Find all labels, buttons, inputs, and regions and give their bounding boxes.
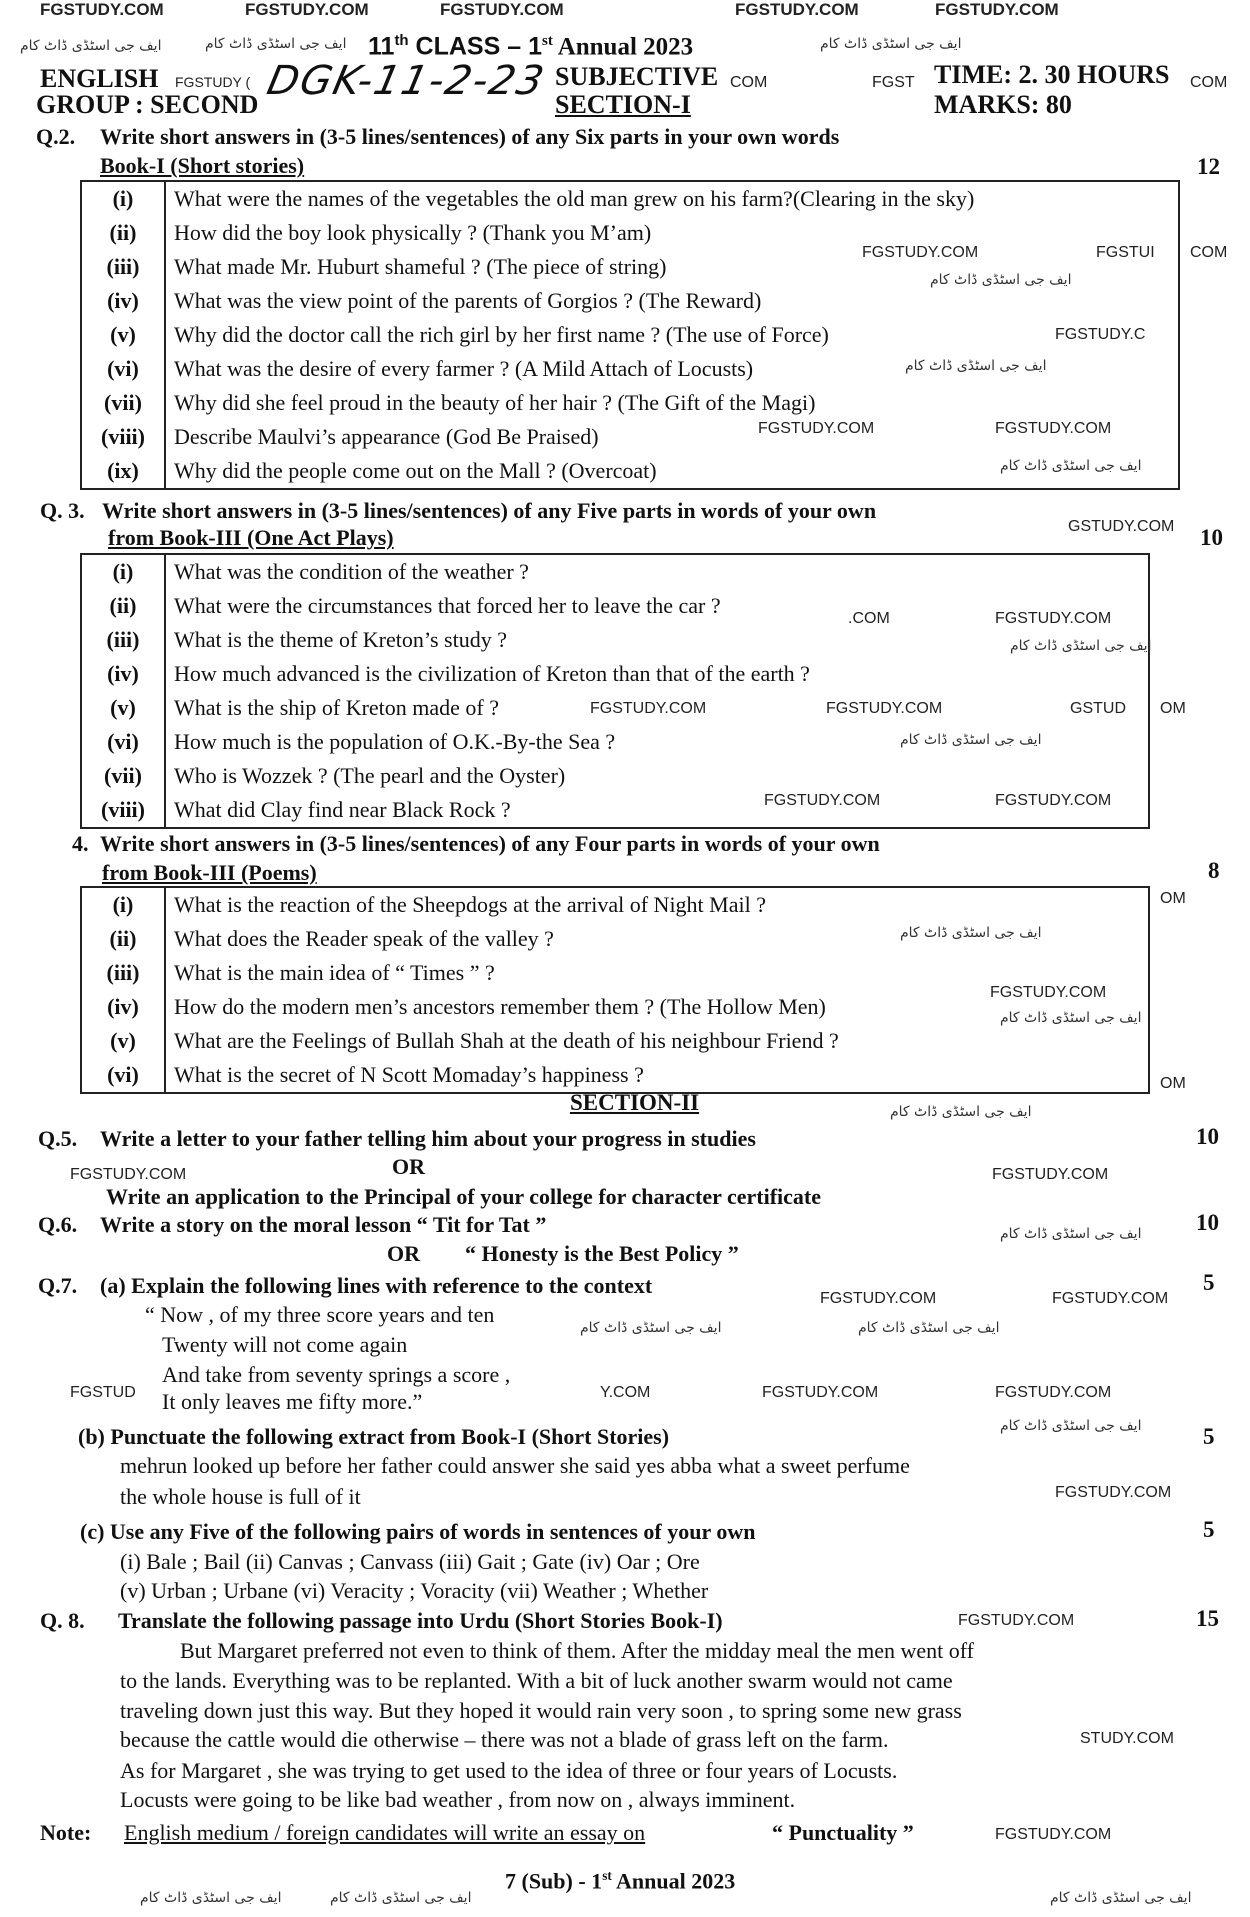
q2-subheading: Book-I (Short stories) <box>100 153 305 178</box>
q6-or: OR <box>387 1241 420 1266</box>
watermark: FGSTUDY.COM <box>995 792 1112 809</box>
item-number: (vii) <box>104 390 142 415</box>
section-ii-heading: SECTION-II <box>570 1090 700 1115</box>
watermark: STUDY.COM <box>1080 1730 1174 1747</box>
item-number: (viii) <box>101 424 145 449</box>
passage-line: Locusts were going to be like bad weather , from now on , always imminent. <box>120 1787 796 1812</box>
table-row <box>81 793 1149 828</box>
urdu-watermark: ایف جی اسٹڈی ڈاٹ کام <box>140 1890 282 1906</box>
footer-code <box>505 1868 735 1894</box>
q2-label: Q.2. <box>36 124 76 149</box>
question-text: What does the Reader speak of the valley ? <box>165 922 1149 956</box>
urdu-watermark: ایف جی اسٹڈی ڈاٹ کام <box>1050 1890 1192 1906</box>
watermark: FGSTUDY.COM <box>995 1384 1112 1401</box>
urdu-watermark: ایف جی اسٹڈی ڈاٹ کام <box>900 925 1042 941</box>
q8-label: Q. 8. <box>40 1608 85 1633</box>
poem-line: And take from seventy springs a score , <box>162 1362 511 1387</box>
question-text: How did the boy look physically ? (Thank you M’am) <box>165 216 1179 250</box>
class-sup: th <box>394 32 409 49</box>
watermark: FGSTUDY.COM <box>935 0 1059 19</box>
watermark: FGSTUDY.COM <box>826 700 943 717</box>
urdu-watermark: ایف جی اسٹڈی ڈاٹ کام <box>1000 1010 1142 1026</box>
item-number: (iii) <box>106 254 140 279</box>
watermark: .COM <box>848 610 890 627</box>
urdu-watermark: ایف جی اسٹڈی ڈاٹ کام <box>580 1320 722 1336</box>
item-number: (i) <box>112 892 134 917</box>
class-number: 11 <box>368 32 395 61</box>
item-number: (v) <box>110 695 136 720</box>
watermark: COM <box>730 74 768 91</box>
watermark: FGSTUDY.COM <box>1055 1484 1172 1501</box>
watermark: FGSTUDY.C <box>1055 326 1146 343</box>
annual-sup: st <box>541 33 553 49</box>
item-number: (iv) <box>107 994 139 1019</box>
watermark: FGSTUDY.COM <box>40 0 164 19</box>
table-row <box>81 657 1149 691</box>
watermark: FGSTUDY.COM <box>1052 1290 1169 1307</box>
watermark: FGSTUDY.COM <box>245 0 369 19</box>
q2-table <box>80 180 1180 490</box>
q5-marks: 10 <box>1196 1124 1219 1149</box>
poem-line: Twenty will not come again <box>162 1332 408 1357</box>
annual-year: Annual 2023 <box>552 33 694 61</box>
table-row <box>81 1024 1149 1058</box>
watermark: FGSTUDY.COM <box>820 1290 937 1307</box>
poem-line: “ Now , of my three score years and ten <box>145 1302 495 1327</box>
urdu-watermark: ایف جی اسٹڈی ڈاٹ کام <box>20 38 162 54</box>
question-text: Why did she feel proud in the beauty of her hair ? (The Gift of the Magi) <box>165 386 1179 420</box>
footer-paper-code: 7 (Sub) - 1 <box>505 1868 603 1894</box>
item-number: (iii) <box>106 627 140 652</box>
note-topic: “ Punctuality ” <box>772 1820 914 1845</box>
table-row <box>81 318 1179 352</box>
question-text: How much is the population of O.K.-By-the Sea ? <box>165 725 1149 759</box>
table-row <box>81 887 1149 922</box>
watermark: OM <box>1160 890 1186 907</box>
class-title <box>368 32 693 61</box>
item-number: (vi) <box>107 729 139 754</box>
q4-label: 4. <box>72 831 89 856</box>
item-number: (ii) <box>109 220 137 245</box>
watermark: FGSTUDY.COM <box>70 1166 187 1183</box>
total-marks: MARKS: 80 <box>934 90 1072 119</box>
question-text: Describe Maulvi’s appearance (God Be Praised) <box>165 420 1179 454</box>
question-text: What was the condition of the weather ? <box>165 554 1149 589</box>
question-text: Why did the doctor call the rich girl by her first name ? (The use of Force) <box>165 318 1179 352</box>
q6-marks: 10 <box>1196 1210 1219 1235</box>
urdu-watermark: ایف جی اسٹڈی ڈاٹ کام <box>900 732 1042 748</box>
q6-text: Write a story on the moral lesson “ Tit for Tat ” <box>100 1212 547 1237</box>
urdu-watermark: ایف جی اسٹڈی ڈاٹ کام <box>820 36 962 52</box>
passage-line: to the lands. Everything was to be replanted. With a bit of luck another swarm would not came <box>120 1668 953 1693</box>
punctuation-line: the whole house is full of it <box>120 1484 361 1509</box>
question-text: Why did the people come out on the Mall ? (Overcoat) <box>165 454 1179 489</box>
q7b-marks: 5 <box>1203 1424 1215 1449</box>
section-i-heading: SECTION-I <box>555 90 691 119</box>
watermark: FGSTUDY.COM <box>992 1166 1109 1183</box>
urdu-watermark: ایف جی اسٹڈی ڈاٹ کام <box>905 358 1047 374</box>
footer-annual: Annual 2023 <box>611 1868 736 1894</box>
watermark: FGSTUDY.COM <box>958 1612 1075 1629</box>
watermark: FGSTUDY.COM <box>764 792 881 809</box>
item-number: (vi) <box>107 1062 139 1087</box>
watermark: GSTUDY.COM <box>1068 518 1175 535</box>
note-label: Note: <box>40 1820 92 1845</box>
watermark: FGSTUDY ( <box>175 74 251 90</box>
table-row <box>81 386 1179 420</box>
q3-label: Q. 3. <box>40 498 85 523</box>
handwritten-code: DGK-11-2-23 <box>263 58 550 104</box>
item-number: (v) <box>110 1028 136 1053</box>
item-number: (iv) <box>107 661 139 686</box>
table-row <box>81 284 1179 318</box>
q2-instruction: Write short answers in (3-5 lines/sentences) of any Six parts in your own words <box>100 124 840 149</box>
watermark: FGSTUI <box>1096 244 1155 261</box>
watermark: FGST <box>872 74 915 91</box>
table-row <box>81 990 1149 1024</box>
watermark: FGSTUDY.COM <box>758 420 875 437</box>
watermark: FGSTUDY.COM <box>762 1384 879 1401</box>
q2-marks: 12 <box>1197 154 1220 179</box>
q7c-heading: (c) Use any Five of the following pairs of words in sentences of your own <box>80 1519 756 1544</box>
urdu-watermark: ایف جی اسٹڈی ڈاٹ کام <box>930 272 1072 288</box>
q3-marks: 10 <box>1200 525 1223 550</box>
item-number: (i) <box>112 559 134 584</box>
question-text: What were the names of the vegetables the old man grew on his farm?(Clearing in the sky) <box>165 181 1179 216</box>
punctuation-line: mehrun looked up before her father could answer she said yes abba what a sweet perfume <box>120 1453 910 1478</box>
question-text: Who is Wozzek ? (The pearl and the Oyster) <box>165 759 1149 793</box>
footer-sup: st <box>602 1868 612 1883</box>
q7c-marks: 5 <box>1203 1517 1215 1542</box>
passage-line: because the cattle would die otherwise – there was not a blade of grass left on the farm. <box>120 1727 889 1752</box>
table-row <box>81 1058 1149 1093</box>
item-number: (i) <box>112 186 134 211</box>
urdu-watermark: ایف جی اسٹڈی ڈاٹ کام <box>330 1890 472 1906</box>
urdu-watermark: ایف جی اسٹڈی ڈاٹ کام <box>858 1320 1000 1336</box>
passage-line: But Margaret preferred not even to think of them. After the midday meal the men went off <box>180 1638 974 1663</box>
q5-alternative: Write an application to the Principal of your college for character certificate <box>106 1184 822 1209</box>
item-number: (iv) <box>107 288 139 313</box>
watermark: FGSTUDY.COM <box>995 1826 1112 1843</box>
passage-line: traveling down just this way. But they hoped it would rain very soon , to spring some new grass <box>120 1698 962 1723</box>
time-label: TIME: 2. 30 HOURS <box>934 60 1170 89</box>
watermark: FGSTUDY.COM <box>590 700 707 717</box>
watermark: FGSTUDY.COM <box>440 0 564 19</box>
question-text: What is the main idea of “ Times ” ? <box>165 956 1149 990</box>
q4-instruction: Write short answers in (3-5 lines/sentences) of any Four parts in words of your own <box>100 831 880 856</box>
subject-label: ENGLISH <box>40 64 159 93</box>
watermark: FGSTUDY.COM <box>995 610 1112 627</box>
note-text: English medium / foreign candidates will write an essay on <box>124 1820 646 1845</box>
q3-table <box>80 553 1150 829</box>
question-text: What is the theme of Kreton’s study ? <box>165 623 1149 657</box>
table-row <box>81 554 1149 589</box>
watermark: COM <box>1190 244 1228 261</box>
item-number: (ix) <box>107 458 139 483</box>
urdu-watermark: ایف جی اسٹڈی ڈاٹ کام <box>1000 1418 1142 1434</box>
q7a-heading: (a) Explain the following lines with reference to the context <box>100 1273 653 1298</box>
item-number: (v) <box>110 322 136 347</box>
q8-heading: Translate the following passage into Urdu (Short Stories Book-I) <box>118 1608 723 1633</box>
q6-alternative: “ Honesty is the Best Policy ” <box>465 1241 739 1266</box>
watermark: FGSTUDY.COM <box>862 244 979 261</box>
q5-or: OR <box>392 1154 425 1179</box>
q7a-marks: 5 <box>1203 1270 1215 1295</box>
word-pairs-line: (v) Urban ; Urbane (vi) Veracity ; Voracity (vii) Weather ; Whether <box>120 1578 709 1603</box>
poem-line: It only leaves me fifty more.” <box>162 1389 423 1414</box>
question-text: How much advanced is the civilization of Kreton than that of the earth ? <box>165 657 1149 691</box>
passage-line: As for Margaret , she was trying to get used to the idea of three or four years of Locusts. <box>120 1758 898 1783</box>
q4-marks: 8 <box>1208 858 1220 883</box>
table-row <box>81 181 1179 216</box>
table-row <box>81 623 1149 657</box>
q3-subheading: from Book-III (One Act Plays) <box>108 525 394 550</box>
watermark: GSTUD <box>1070 700 1126 717</box>
word-pairs-line: (i) Bale ; Bail (ii) Canvas ; Canvass (iii) Gait ; Gate (iv) Oar ; Ore <box>120 1549 700 1574</box>
question-text: How do the modern men’s ancestors remember them ? (The Hollow Men) <box>165 990 1149 1024</box>
class-rest: CLASS – 1 <box>408 32 542 61</box>
question-text: What are the Feelings of Bullah Shah at the death of his neighbour Friend ? <box>165 1024 1149 1058</box>
q7b-heading: (b) Punctuate the following extract from Book-I (Short Stories) <box>78 1424 670 1449</box>
q3-instruction: Write short answers in (3-5 lines/sentences) of any Five parts in words of your own <box>102 498 877 523</box>
watermark: FGSTUD <box>70 1384 136 1401</box>
urdu-watermark: ایف جی اسٹڈی ڈاٹ کام <box>1000 458 1142 474</box>
question-text: What was the desire of every farmer ? (A Mild Attach of Locusts) <box>165 352 1179 386</box>
urdu-watermark: ایف جی اسٹڈی ڈاٹ کام <box>1000 1226 1142 1242</box>
item-number: (vii) <box>104 763 142 788</box>
urdu-watermark: ایف جی اسٹڈی ڈاٹ کام <box>205 36 347 52</box>
q5-text: Write a letter to your father telling him about your progress in studies <box>100 1126 756 1151</box>
q5-label: Q.5. <box>38 1126 78 1151</box>
question-text: What is the reaction of the Sheepdogs at the arrival of Night Mail ? <box>165 887 1149 922</box>
question-text: What was the view point of the parents of Gorgios ? (The Reward) <box>165 284 1179 318</box>
q7-label: Q.7. <box>38 1273 78 1298</box>
item-number: (ii) <box>109 593 137 618</box>
table-row <box>81 956 1149 990</box>
paper-type: SUBJECTIVE <box>555 62 719 91</box>
table-row <box>81 759 1149 793</box>
question-text: What is the ship of Kreton made of ? <box>165 691 1149 725</box>
watermark: FGSTUDY.COM <box>995 420 1112 437</box>
item-number: (viii) <box>101 797 145 822</box>
item-number: (iii) <box>106 960 140 985</box>
watermark: OM <box>1160 700 1186 717</box>
table-row <box>81 589 1149 623</box>
watermark: FGSTUDY.COM <box>735 0 859 19</box>
group-label: GROUP : SECOND <box>36 90 259 119</box>
item-number: (vi) <box>107 356 139 381</box>
watermark: FGSTUDY.COM <box>990 984 1107 1001</box>
watermark: Y.COM <box>600 1384 651 1401</box>
q4-subheading: from Book-III (Poems) <box>102 860 317 885</box>
urdu-watermark: ایف جی اسٹڈی ڈاٹ کام <box>1010 638 1152 654</box>
table-row <box>81 216 1179 250</box>
question-text: What is the secret of N Scott Momaday’s happiness ? <box>165 1058 1149 1093</box>
item-number: (ii) <box>109 926 137 951</box>
watermark: OM <box>1160 1075 1186 1092</box>
urdu-watermark: ایف جی اسٹڈی ڈاٹ کام <box>890 1104 1032 1120</box>
watermark: COM <box>1190 74 1228 91</box>
question-text: What did Clay find near Black Rock ? <box>165 793 1149 828</box>
question-text: What made Mr. Huburt shameful ? (The piece of string) <box>165 250 1179 284</box>
q6-label: Q.6. <box>38 1212 78 1237</box>
q8-marks: 15 <box>1196 1606 1219 1631</box>
question-text: What were the circumstances that forced her to leave the car ? <box>165 589 1149 623</box>
